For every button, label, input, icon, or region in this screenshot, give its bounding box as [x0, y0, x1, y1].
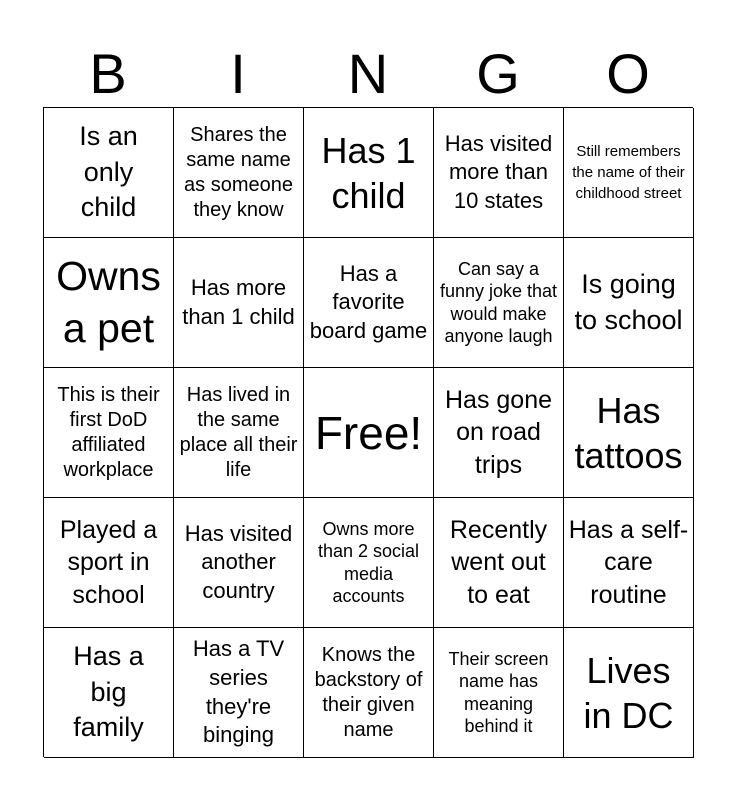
header-letter-g: G — [476, 42, 520, 105]
cell-text: Has visited more than 10 states — [444, 130, 553, 213]
cell-text: Is an only child — [79, 121, 138, 223]
bingo-cell-r5c5[interactable] — [564, 628, 694, 758]
bingo-cell-r3c4[interactable] — [434, 368, 564, 498]
bingo-cell-r5c3[interactable] — [304, 628, 434, 758]
bingo-cell-free[interactable] — [304, 368, 434, 498]
bingo-cell-r1c1[interactable] — [44, 108, 174, 238]
bingo-header — [43, 40, 693, 108]
header-letter-b: B — [89, 42, 127, 105]
cell-text: Has a big family — [73, 641, 144, 743]
bingo-cell-r2c3[interactable] — [304, 238, 434, 368]
bingo-cell-r4c5[interactable] — [564, 498, 694, 628]
cell-text: Owns more than 2 social media accounts — [317, 518, 420, 606]
cell-text: Has visited another country — [184, 520, 293, 603]
cell-text: Shares the same name as someone they know — [184, 123, 293, 221]
bingo-cell-r4c1[interactable] — [44, 498, 174, 628]
cell-text: Has a favorite board game — [309, 260, 428, 343]
bingo-cell-r5c1[interactable] — [44, 628, 174, 758]
free-space-text: Free! — [314, 406, 423, 459]
bingo-cell-r2c5[interactable] — [564, 238, 694, 368]
cell-text: Has more than 1 child — [182, 274, 295, 329]
cell-text: This is their first DoD affiliated workplace — [57, 383, 160, 481]
bingo-cell-r1c4[interactable] — [434, 108, 564, 238]
cell-text: Has a self-care routine — [568, 515, 689, 609]
bingo-cell-r1c2[interactable] — [174, 108, 304, 238]
bingo-cell-r4c2[interactable] — [174, 498, 304, 628]
bingo-cell-r3c1[interactable] — [44, 368, 174, 498]
bingo-cell-r1c5[interactable] — [564, 108, 694, 238]
bingo-cell-r2c2[interactable] — [174, 238, 304, 368]
bingo-cell-r1c3[interactable] — [304, 108, 434, 238]
cell-text: Their screen name has meaning behind it — [448, 648, 549, 736]
bingo-cell-r5c4[interactable] — [434, 628, 564, 758]
bingo-cell-r2c1[interactable] — [44, 238, 174, 368]
bingo-cell-r3c5[interactable] — [564, 368, 694, 498]
cell-text: Lives in DC — [583, 649, 674, 736]
cell-text: Has gone on road trips — [444, 385, 553, 479]
cell-text: Can say a funny joke that would make anyone laugh — [439, 258, 558, 346]
cell-text: Still remembers the name of their childhood street — [572, 143, 685, 202]
bingo-cell-r3c2[interactable] — [174, 368, 304, 498]
header-letter-o: O — [606, 42, 650, 105]
header-letter-n: N — [347, 42, 389, 105]
cell-text: Played a sport in school — [59, 515, 158, 609]
cell-text: Has tattoos — [574, 389, 683, 476]
cell-text: Has a TV series they're binging — [192, 636, 285, 748]
cell-text: Knows the backstory of their given name — [314, 643, 423, 741]
bingo-cell-r2c4[interactable] — [434, 238, 564, 368]
bingo-board — [43, 107, 693, 757]
cell-text: Has lived in the same place all their life — [179, 383, 298, 481]
header-letter-i: I — [230, 42, 246, 105]
cell-text: Owns a pet — [56, 253, 161, 351]
cell-text: Has 1 child — [321, 129, 416, 216]
bingo-cell-r4c3[interactable] — [304, 498, 434, 628]
cell-text: Recently went out to eat — [449, 515, 548, 609]
bingo-cell-r5c2[interactable] — [174, 628, 304, 758]
bingo-cell-r4c4[interactable] — [434, 498, 564, 628]
cell-text: Is going to school — [574, 268, 683, 335]
